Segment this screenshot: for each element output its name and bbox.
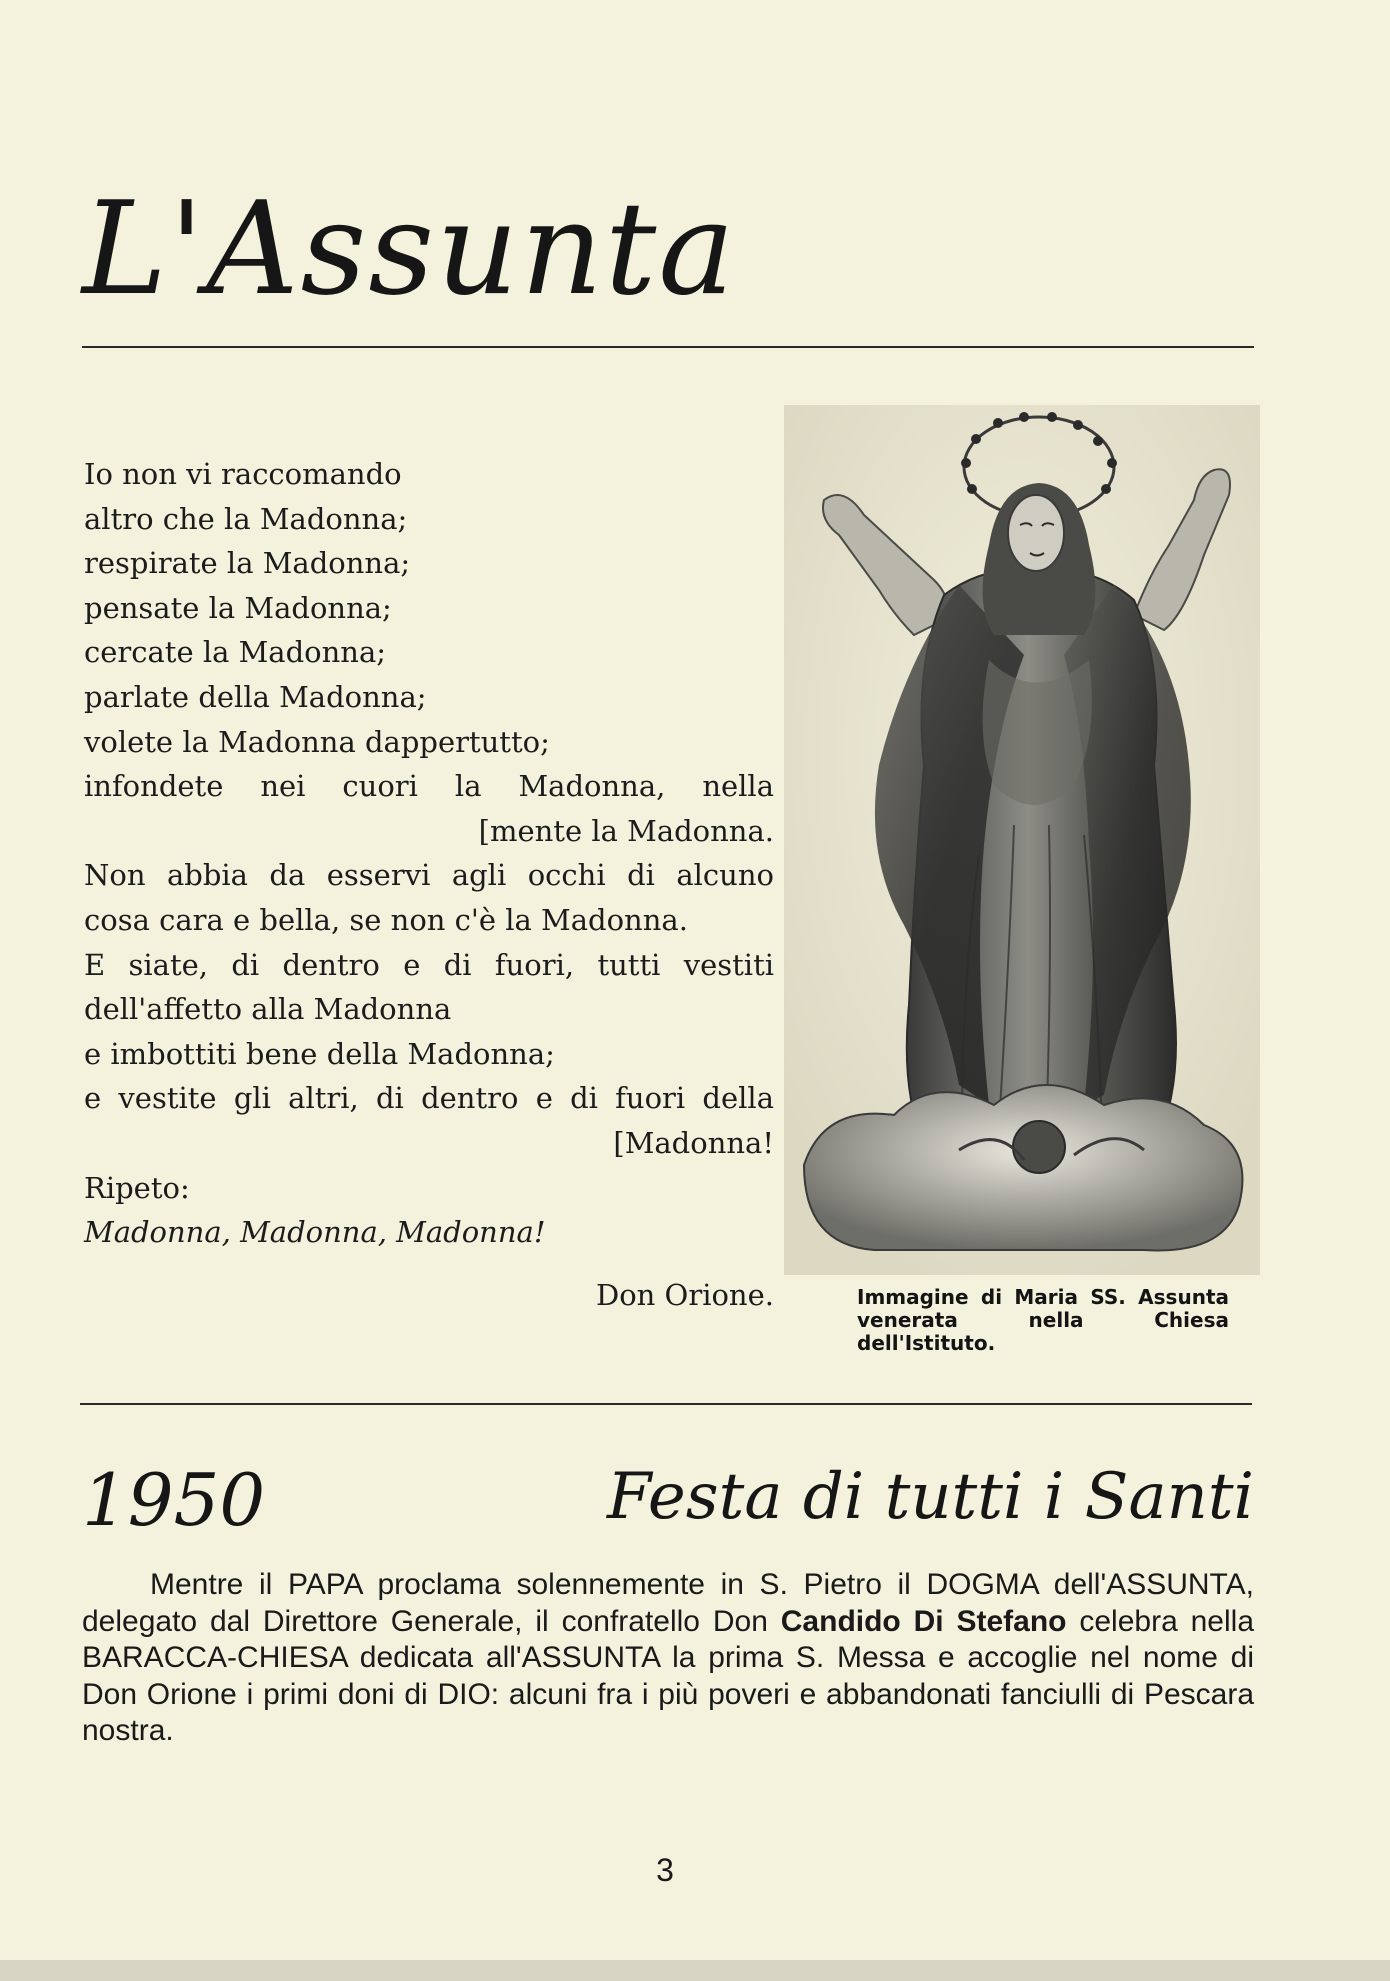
poem-line: altro che la Madonna; bbox=[84, 501, 408, 536]
signature: Don Orione. bbox=[595, 1278, 774, 1312]
poem-line: pensate la Madonna; bbox=[84, 590, 392, 625]
poem-line: cosa cara e bella, se non c'è la Madonna. bbox=[84, 902, 688, 937]
poem-line: Ripeto: bbox=[84, 1170, 190, 1205]
poem-line-italic: Madonna, Madonna, Madonna! bbox=[84, 1215, 546, 1250]
poem-line: respirate la Madonna; bbox=[84, 546, 411, 581]
body-text-bold-name: Candido Di Stefano bbox=[780, 1604, 1067, 1638]
poem-line: volete la Madonna dappertutto; bbox=[84, 724, 550, 759]
poem-line-continuation: [Madonna! bbox=[613, 1125, 774, 1160]
poem-line-continuation: [mente la Madonna. bbox=[478, 813, 774, 848]
poem-line: Io non vi raccomando bbox=[84, 457, 402, 491]
divider-middle bbox=[80, 1403, 1252, 1405]
poem-line: parlate della Madonna; bbox=[84, 679, 427, 714]
body-text-part1: Mentre il PAPA proclama solennemente in S. Pietro il DOGMA dell'ASSUNTA, delegato dal Direttore Generale, il confratello Don bbox=[82, 1568, 1254, 1638]
poem-line: e vestite gli altri, di dentro e di fuori della bbox=[84, 1081, 774, 1116]
page-title: L'Assunta bbox=[82, 175, 737, 324]
poem-line: e imbottiti bene della Madonna; bbox=[84, 1036, 555, 1071]
poem-line: Non abbia da esservi agli occhi di alcuno bbox=[84, 858, 774, 893]
poem-line: infondete nei cuori la Madonna, nella bbox=[84, 769, 774, 804]
poem-line: dell'affetto alla Madonna bbox=[84, 992, 452, 1027]
body-text-part2: celebra nella BARACCA-CHIESA dedicata all'ASSUNTA la prima S. Messa e accoglie nel nome di Don Orione i primi doni di DIO: alcuni fra i più poveri e abbandonati fanciulli di Pescara nostra. bbox=[82, 1604, 1255, 1747]
statue-photo bbox=[784, 405, 1260, 1275]
poem bbox=[84, 452, 774, 1255]
divider-top bbox=[82, 346, 1254, 348]
poem-line: cercate la Madonna; bbox=[84, 635, 387, 670]
poem-line: E siate, di dentro e di fuori, tutti vestiti bbox=[84, 947, 774, 982]
scan-edge bbox=[0, 1960, 1390, 1981]
page-number: 3 bbox=[656, 1852, 674, 1888]
section-body bbox=[82, 1567, 1254, 1750]
image-caption: Immagine di Maria SS. Assunta venerata nella Chiesa dell'Istituto. bbox=[857, 1285, 1229, 1355]
section-year: 1950 bbox=[82, 1458, 266, 1542]
section-title: Festa di tutti i Santi bbox=[606, 1460, 1254, 1534]
